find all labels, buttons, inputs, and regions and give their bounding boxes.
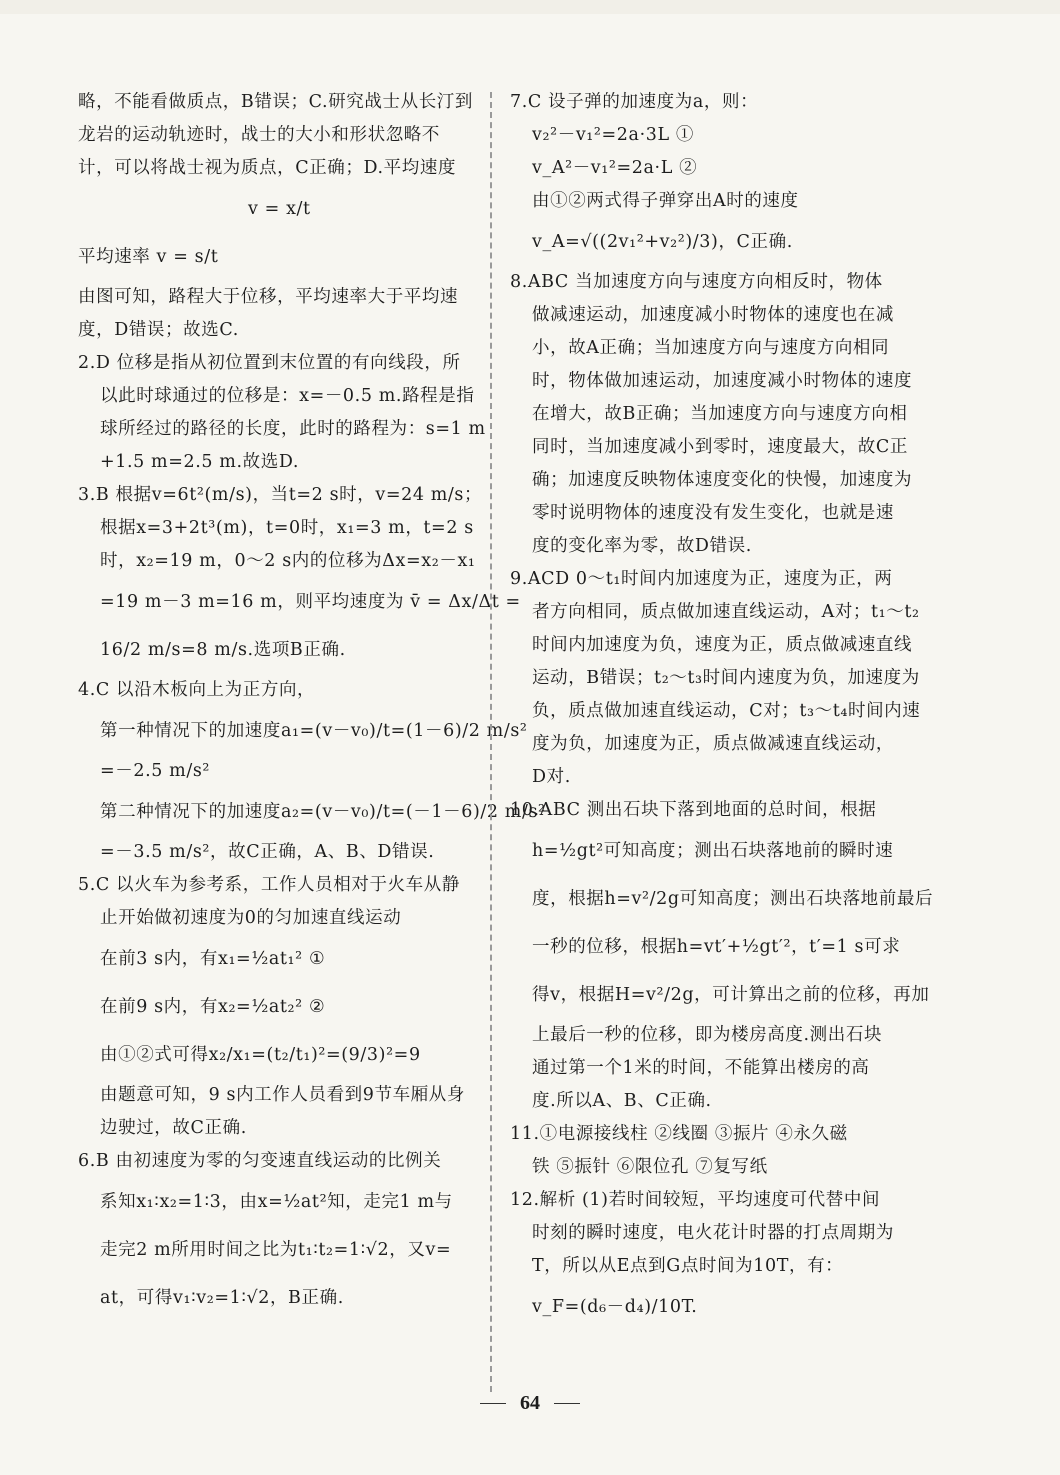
- text-line: 时，x₂=19 m，0～2 s内的位移为Δx=x₂－x₁: [100, 551, 476, 571]
- text-line: 在前3 s内，有x₁=½at₁² ①: [100, 949, 326, 969]
- text-line: v_F=(d₆－d₄)/10T.: [532, 1297, 698, 1317]
- text-line: v₂²－v₁²=2a·3L ①: [532, 125, 694, 145]
- text-line: 由①②两式得子弹穿出A时的速度: [532, 191, 799, 211]
- text-line: 度为负，加速度为正，质点做减速直线运动，: [532, 734, 894, 754]
- text-line: 运动，B错误；t₂～t₃时间内速度为负，加速度为: [532, 668, 920, 688]
- text-line: 零时说明物体的速度没有发生变化，也就是速: [532, 503, 894, 523]
- text-line: 由题意可知，9 s内工作人员看到9节车厢从身: [100, 1085, 466, 1105]
- text-line: v_A=√((2v₁²+v₂²)/3)，C正确.: [532, 232, 793, 252]
- text-line: =－3.5 m/s²，故C正确，A、B、D错误.: [100, 842, 435, 862]
- text-line: 由图可知，路程大于位移，平均速率大于平均速: [78, 287, 459, 307]
- text-line: 球所经过的路径的长度，此时的路程为：s=1 m: [100, 419, 486, 439]
- text-line: =19 m－3 m=16 m，则平均速度为 v̄ = Δx/Δt =: [100, 592, 521, 612]
- text-line: 根据x=3+2t³(m)，t=0时，x₁=3 m，t=2 s: [100, 518, 474, 538]
- text-line: 上最后一秒的位移，即为楼房高度.测出石块: [532, 1025, 883, 1045]
- text-line: at，可得v₁∶v₂=1∶√2，B正确.: [100, 1288, 344, 1308]
- text-line: 7.C 设子弹的加速度为a，则：: [510, 92, 759, 112]
- text-line: 小，故A正确；当加速度方向与速度方向相同: [532, 338, 890, 358]
- text-line: 时刻的瞬时速度，电火花计时器的打点周期为: [532, 1223, 894, 1243]
- text-line: 度的变化率为零，故D错误.: [532, 536, 752, 556]
- text-line: v = x/t: [248, 199, 311, 219]
- text-line: 边驶过，故C正确.: [100, 1118, 247, 1138]
- text-line: 以此时球通过的位移是：x=－0.5 m.路程是指: [100, 386, 475, 406]
- text-line: 平均速率 v = s/t: [78, 247, 219, 267]
- text-line: 确；加速度反映物体速度变化的快慢，加速度为: [532, 470, 913, 490]
- text-line: 10.ABC 测出石块下落到地面的总时间，根据: [510, 800, 877, 820]
- left-column: [78, 86, 546, 1322]
- text-line: 走完2 m所用时间之比为t₁∶t₂=1∶√2，又v=: [100, 1240, 452, 1260]
- page-footer: [0, 1390, 1060, 1415]
- text-line: 5.C 以火车为参考系，工作人员相对于火车从静: [78, 875, 460, 895]
- text-line: 时，物体做加速运动，加速度减小时物体的速度: [532, 371, 913, 391]
- text-line: 计，可以将战士视为质点，C正确；D.平均速度: [78, 158, 457, 178]
- text-line: v_A²－v₁²=2a·L ②: [532, 158, 698, 178]
- text-line: +1.5 m=2.5 m.故选D.: [100, 452, 300, 472]
- text-line: 8.ABC 当加速度方向与速度方向相反时，物体: [510, 272, 883, 292]
- text-line: 在增大，故B正确；当加速度方向与速度方向相: [532, 404, 908, 424]
- text-line: 者方向相同，质点做加速直线运动，A对；t₁～t₂: [532, 602, 920, 622]
- text-line: 时间内加速度为负，速度为正，质点做减速直线: [532, 635, 913, 655]
- text-line: 度.所以A、B、C正确.: [532, 1091, 712, 1111]
- text-line: 11.①电源接线柱 ②线圈 ③振片 ④永久磁: [510, 1124, 848, 1144]
- text-line: 略，不能看做质点，B错误；C.研究战士从长汀到: [78, 92, 473, 112]
- text-line: 一秒的位移，根据h=vt′+½gt′²，t′=1 s可求: [532, 937, 901, 957]
- text-line: 做减速运动，加速度减小时物体的速度也在减: [532, 305, 894, 325]
- text-line: 3.B 根据v=6t²(m/s)，当t=2 s时，v=24 m/s；: [78, 485, 483, 505]
- text-line: 9.ACD 0～t₁时间内加速度为正，速度为正，两: [510, 569, 893, 589]
- text-line: 4.C 以沿木板向上为正方向，: [78, 680, 316, 700]
- text-line: 6.B 由初速度为零的匀变速直线运动的比例关: [78, 1151, 442, 1171]
- text-line: 12.解析 (1)若时间较短，平均速度可代替中间: [510, 1190, 881, 1210]
- text-line: D对.: [532, 767, 571, 787]
- scan-edge: [0, 0, 1060, 14]
- text-line: 由①②式可得x₂/x₁=(t₂/t₁)²=(9/3)²=9: [100, 1045, 421, 1065]
- text-line: 度，D错误；故选C.: [78, 320, 239, 340]
- text-line: 2.D 位移是指从初位置到末位置的有向线段，所: [78, 353, 461, 373]
- text-line: T，所以从E点到G点时间为10T，有：: [532, 1256, 844, 1276]
- text-line: 得v，根据H=v²/2g，可计算出之前的位移，再加: [532, 985, 930, 1005]
- text-line: 第二种情况下的加速度a₂=(v－v₀)/t=(－1－6)/2 m/s²: [100, 802, 546, 822]
- text-line: 龙岩的运动轨迹时，战士的大小和形状忽略不: [78, 125, 440, 145]
- column-divider: [490, 92, 492, 1392]
- text-line: 铁 ⑤振针 ⑥限位孔 ⑦复写纸: [532, 1157, 768, 1177]
- page-number: 64: [520, 1392, 540, 1414]
- text-line: 在前9 s内，有x₂=½at₂² ②: [100, 997, 326, 1017]
- text-line: 16/2 m/s=8 m/s.选项B正确.: [100, 640, 346, 660]
- right-column: [510, 86, 934, 1331]
- text-line: 第一种情况下的加速度a₁=(v－v₀)/t=(1－6)/2 m/s²: [100, 721, 528, 741]
- text-line: h=½gt²可知高度；测出石块落地前的瞬时速: [532, 841, 894, 861]
- text-line: 度，根据h=v²/2g可知高度；测出石块落地前最后: [532, 889, 934, 909]
- text-line: =－2.5 m/s²: [100, 761, 211, 781]
- text-line: 负，质点做加速直线运动，C对；t₃～t₄时间内速: [532, 701, 921, 721]
- text-line: 系知x₁∶x₂=1∶3，由x=½at²知，走完1 m与: [100, 1192, 453, 1212]
- text-line: 通过第一个1米的时间，不能算出楼房的高: [532, 1058, 870, 1078]
- text-line: 同时，当加速度减小到零时，速度最大，故C正: [532, 437, 908, 457]
- footer-dash-left: [480, 1403, 506, 1404]
- footer-dash-right: [554, 1403, 580, 1404]
- text-line: 止开始做初速度为0的匀加速直线运动: [100, 908, 402, 928]
